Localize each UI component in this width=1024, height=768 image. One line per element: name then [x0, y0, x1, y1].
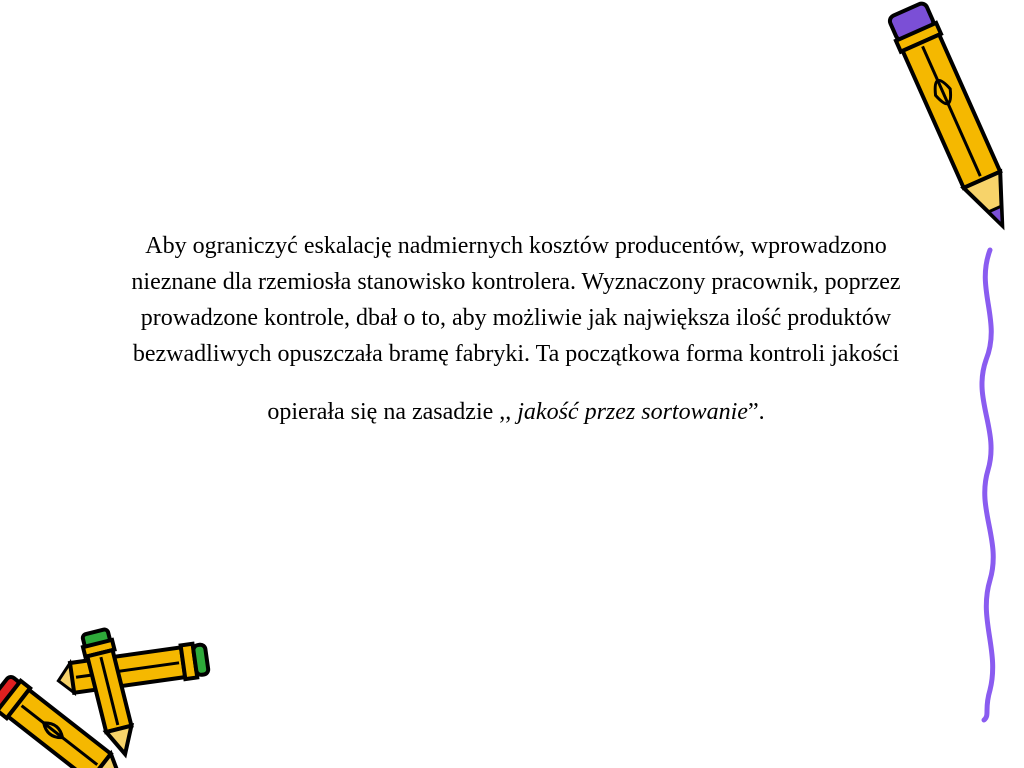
paragraph-2-emphasis: jakość przez sortowanie	[511, 399, 748, 425]
paragraph-1: Aby ograniczyć eskalację nadmiernych kosztów producentów, wprowadzono nieznane dla rzemiosła stanowisko kontrolera. Wyznaczony pracownik, poprzez prowadzone kontrole, dbał o to, aby możliwie jak największa ilość produktów bezwadliwych opuszczała bramę fabryki. Ta początkowa forma kontroli jakości	[131, 233, 901, 367]
paragraph-2-prefix: opierała się na zasadzie ,,	[267, 399, 512, 425]
paragraph-2	[120, 394, 912, 430]
pencil-icon	[860, 0, 1020, 260]
crossed-pencils-icon	[0, 615, 220, 765]
paragraph-2-suffix: ”.	[747, 399, 765, 425]
slide-body-text	[120, 228, 912, 430]
